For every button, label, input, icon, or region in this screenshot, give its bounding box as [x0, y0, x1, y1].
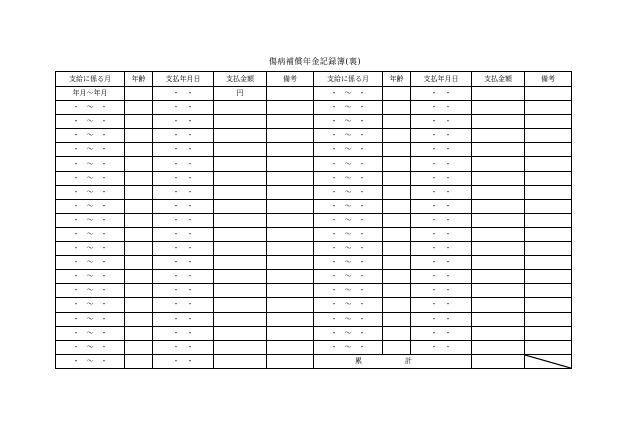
- amount-cell: [214, 101, 267, 115]
- header-amount-right: 支払金額: [472, 72, 525, 87]
- date-cell: ・ ・: [153, 354, 214, 368]
- month-cell: ・ ～ ・: [314, 143, 383, 157]
- amount-cell: [472, 326, 525, 340]
- date-cell: ・ ・: [411, 270, 472, 284]
- date-cell: ・ ・: [153, 143, 214, 157]
- note-cell: [267, 270, 314, 284]
- header-age-right: 年齢: [383, 72, 411, 87]
- age-cell: [383, 101, 411, 115]
- month-cell: ・ ～ ・: [56, 143, 125, 157]
- month-cell: ・ ～ ・: [56, 326, 125, 340]
- date-cell: ・ ・: [153, 129, 214, 143]
- month-cell: ・ ～ ・: [314, 199, 383, 213]
- amount-cell: [214, 143, 267, 157]
- note-cell: [525, 227, 572, 241]
- amount-cell: [214, 227, 267, 241]
- total-label: 累 計: [314, 354, 472, 368]
- ledger-table: [55, 71, 572, 369]
- table-row: [56, 143, 572, 157]
- age-cell: [383, 312, 411, 326]
- amount-cell: [472, 185, 525, 199]
- age-cell: [125, 227, 153, 241]
- age-cell: [125, 185, 153, 199]
- age-cell: [125, 354, 153, 368]
- date-cell: ・ ・: [153, 312, 214, 326]
- age-cell: [125, 199, 153, 213]
- note-cell: [267, 284, 314, 298]
- month-cell: ・ ～ ・: [56, 242, 125, 256]
- date-cell: ・ ・: [411, 312, 472, 326]
- month-cell: ・ ～ ・: [314, 270, 383, 284]
- table-row: [56, 185, 572, 199]
- table-row: [56, 340, 572, 354]
- table-row: [56, 326, 572, 340]
- age-cell: [383, 185, 411, 199]
- note-cell: [525, 101, 572, 115]
- note-cell: [525, 87, 572, 101]
- age-cell: [383, 87, 411, 101]
- date-cell: ・ ・: [411, 298, 472, 312]
- date-cell: ・ ・: [153, 256, 214, 270]
- month-cell: ・ ～ ・: [56, 213, 125, 227]
- month-cell: ・ ～ ・: [314, 227, 383, 241]
- age-cell: [383, 227, 411, 241]
- table-row: [56, 227, 572, 241]
- age-cell: [125, 213, 153, 227]
- month-cell: ・ ～ ・: [314, 326, 383, 340]
- month-cell: ・ ～ ・: [56, 171, 125, 185]
- note-cell: [525, 242, 572, 256]
- table-row: [56, 312, 572, 326]
- month-cell: ・ ～ ・: [56, 157, 125, 171]
- note-cell: [525, 340, 572, 354]
- table-row: [56, 199, 572, 213]
- amount-cell: [472, 101, 525, 115]
- date-cell: ・ ・: [153, 340, 214, 354]
- month-cell: ・ ～ ・: [314, 101, 383, 115]
- date-cell: ・ ・: [411, 185, 472, 199]
- amount-cell: [472, 298, 525, 312]
- date-cell: ・ ・: [411, 171, 472, 185]
- note-cell: [525, 284, 572, 298]
- amount-cell: [214, 340, 267, 354]
- month-cell: ・ ～ ・: [314, 157, 383, 171]
- table-row: [56, 157, 572, 171]
- amount-cell: [214, 298, 267, 312]
- month-cell: ・ ～ ・: [56, 312, 125, 326]
- age-cell: [125, 312, 153, 326]
- note-cell: [525, 115, 572, 129]
- table-row: [56, 115, 572, 129]
- age-cell: [383, 213, 411, 227]
- total-note-diagonal: [525, 354, 572, 368]
- note-cell: [267, 298, 314, 312]
- month-cell: ・ ～ ・: [56, 354, 125, 368]
- table-row: [56, 354, 572, 368]
- amount-cell: [472, 157, 525, 171]
- note-cell: [267, 227, 314, 241]
- amount-cell: 円: [214, 87, 267, 101]
- age-cell: [125, 101, 153, 115]
- amount-cell: [472, 340, 525, 354]
- age-cell: [125, 256, 153, 270]
- age-cell: [383, 284, 411, 298]
- note-cell: [525, 143, 572, 157]
- table-row: [56, 270, 572, 284]
- month-cell: ・ ～ ・: [56, 185, 125, 199]
- age-cell: [125, 157, 153, 171]
- age-cell: [125, 242, 153, 256]
- amount-cell: [214, 199, 267, 213]
- amount-cell: [214, 256, 267, 270]
- amount-cell: [214, 270, 267, 284]
- amount-cell: [214, 129, 267, 143]
- date-cell: ・ ・: [153, 157, 214, 171]
- month-cell: ・ ～ ・: [314, 185, 383, 199]
- age-cell: [383, 115, 411, 129]
- header-note-left: 備考: [267, 72, 314, 87]
- note-cell: [267, 340, 314, 354]
- note-cell: [267, 326, 314, 340]
- note-cell: [267, 256, 314, 270]
- note-cell: [267, 143, 314, 157]
- note-cell: [267, 185, 314, 199]
- date-cell: ・ ・: [411, 129, 472, 143]
- month-cell: ・ ～ ・: [314, 87, 383, 101]
- month-cell: ・ ～ ・: [56, 340, 125, 354]
- note-cell: [525, 312, 572, 326]
- note-cell: [267, 199, 314, 213]
- age-cell: [383, 157, 411, 171]
- amount-cell: [472, 143, 525, 157]
- note-cell: [267, 101, 314, 115]
- note-cell: [267, 242, 314, 256]
- date-cell: ・ ・: [411, 242, 472, 256]
- amount-cell: [472, 129, 525, 143]
- month-cell: ・ ～ ・: [314, 340, 383, 354]
- header-month-right: 支給に係る月: [314, 72, 383, 87]
- date-cell: ・ ・: [411, 326, 472, 340]
- table-row: [56, 129, 572, 143]
- month-cell: ・ ～ ・: [56, 199, 125, 213]
- month-cell: ・ ～ ・: [56, 298, 125, 312]
- note-cell: [525, 199, 572, 213]
- date-cell: ・ ・: [411, 101, 472, 115]
- amount-cell: [472, 242, 525, 256]
- month-cell: ・ ～ ・: [56, 227, 125, 241]
- note-cell: [267, 129, 314, 143]
- month-cell: ・ ～ ・: [56, 284, 125, 298]
- date-cell: ・ ・: [411, 227, 472, 241]
- note-cell: [525, 270, 572, 284]
- date-cell: ・ ・: [153, 185, 214, 199]
- header-date-right: 支払年月日: [411, 72, 472, 87]
- amount-cell: [472, 270, 525, 284]
- date-cell: ・ ・: [153, 326, 214, 340]
- amount-cell: [214, 157, 267, 171]
- table-row: [56, 87, 572, 101]
- date-cell: ・ ・: [153, 115, 214, 129]
- table-row: [56, 298, 572, 312]
- table-row: [56, 284, 572, 298]
- month-cell: ・ ～ ・: [314, 298, 383, 312]
- header-month-left: 支給に係る月: [56, 72, 125, 87]
- total-amount-cell: [472, 354, 525, 368]
- date-cell: ・ ・: [411, 256, 472, 270]
- header-age-left: 年齢: [125, 72, 153, 87]
- month-cell: ・ ～ ・: [314, 284, 383, 298]
- age-cell: [125, 340, 153, 354]
- date-cell: ・ ・: [411, 143, 472, 157]
- note-cell: [525, 157, 572, 171]
- age-cell: [125, 298, 153, 312]
- age-cell: [383, 199, 411, 213]
- amount-cell: [214, 326, 267, 340]
- month-cell: ・ ～ ・: [56, 115, 125, 129]
- note-cell: [525, 298, 572, 312]
- amount-cell: [472, 87, 525, 101]
- amount-cell: [472, 199, 525, 213]
- age-cell: [125, 270, 153, 284]
- note-cell: [267, 312, 314, 326]
- note-cell: [525, 256, 572, 270]
- date-cell: ・ ・: [411, 284, 472, 298]
- date-cell: ・ ・: [411, 157, 472, 171]
- note-cell: [525, 326, 572, 340]
- amount-cell: [214, 185, 267, 199]
- age-cell: [125, 284, 153, 298]
- note-cell: [525, 129, 572, 143]
- date-cell: ・ ・: [411, 213, 472, 227]
- month-cell: ・ ～ ・: [56, 101, 125, 115]
- amount-cell: [214, 284, 267, 298]
- age-cell: [383, 326, 411, 340]
- age-cell: [125, 87, 153, 101]
- age-cell: [125, 326, 153, 340]
- amount-cell: [214, 115, 267, 129]
- date-cell: ・ ・: [153, 101, 214, 115]
- amount-cell: [472, 171, 525, 185]
- note-cell: [525, 171, 572, 185]
- month-cell: ・ ～ ・: [314, 115, 383, 129]
- note-cell: [267, 354, 314, 368]
- note-cell: [525, 185, 572, 199]
- amount-cell: [214, 242, 267, 256]
- amount-cell: [472, 213, 525, 227]
- age-cell: [383, 129, 411, 143]
- month-cell: ・ ～ ・: [314, 129, 383, 143]
- date-cell: ・ ・: [411, 199, 472, 213]
- table-row: [56, 101, 572, 115]
- age-cell: [383, 256, 411, 270]
- table-row: [56, 213, 572, 227]
- month-cell: ・ ～ ・: [314, 171, 383, 185]
- note-cell: [267, 115, 314, 129]
- date-cell: ・ ・: [153, 213, 214, 227]
- amount-cell: [214, 312, 267, 326]
- date-cell: ・ ・: [153, 284, 214, 298]
- header-amount-left: 支払金額: [214, 72, 267, 87]
- amount-cell: [214, 354, 267, 368]
- note-cell: [267, 87, 314, 101]
- age-cell: [125, 129, 153, 143]
- age-cell: [125, 171, 153, 185]
- date-cell: ・ ・: [411, 87, 472, 101]
- amount-cell: [472, 284, 525, 298]
- month-cell: ・ ～ ・: [56, 270, 125, 284]
- date-cell: ・ ・: [153, 87, 214, 101]
- header-date-left: 支払年月日: [153, 72, 214, 87]
- amount-cell: [472, 227, 525, 241]
- date-cell: ・ ・: [153, 270, 214, 284]
- month-cell: 年月～年月: [56, 87, 125, 101]
- note-cell: [525, 213, 572, 227]
- age-cell: [383, 340, 411, 354]
- header-note-right: 備考: [525, 72, 572, 87]
- amount-cell: [214, 213, 267, 227]
- age-cell: [383, 143, 411, 157]
- amount-cell: [472, 115, 525, 129]
- date-cell: ・ ・: [153, 227, 214, 241]
- age-cell: [125, 143, 153, 157]
- table-row: [56, 256, 572, 270]
- date-cell: ・ ・: [411, 115, 472, 129]
- age-cell: [383, 298, 411, 312]
- age-cell: [383, 242, 411, 256]
- amount-cell: [472, 312, 525, 326]
- age-cell: [383, 270, 411, 284]
- month-cell: ・ ～ ・: [314, 312, 383, 326]
- document-title: 傷病補償年金記録簿(裏): [268, 57, 362, 66]
- note-cell: [267, 171, 314, 185]
- note-cell: [267, 157, 314, 171]
- month-cell: ・ ～ ・: [56, 256, 125, 270]
- ledger-body: [56, 87, 572, 369]
- table-row: [56, 171, 572, 185]
- age-cell: [383, 171, 411, 185]
- month-cell: ・ ～ ・: [314, 213, 383, 227]
- amount-cell: [472, 256, 525, 270]
- note-cell: [267, 213, 314, 227]
- date-cell: ・ ・: [153, 298, 214, 312]
- month-cell: ・ ～ ・: [56, 129, 125, 143]
- date-cell: ・ ・: [153, 242, 214, 256]
- date-cell: ・ ・: [411, 340, 472, 354]
- date-cell: ・ ・: [153, 199, 214, 213]
- table-row: [56, 242, 572, 256]
- header-row: [56, 72, 572, 87]
- month-cell: ・ ～ ・: [314, 256, 383, 270]
- month-cell: ・ ～ ・: [314, 242, 383, 256]
- date-cell: ・ ・: [153, 171, 214, 185]
- amount-cell: [214, 171, 267, 185]
- age-cell: [125, 115, 153, 129]
